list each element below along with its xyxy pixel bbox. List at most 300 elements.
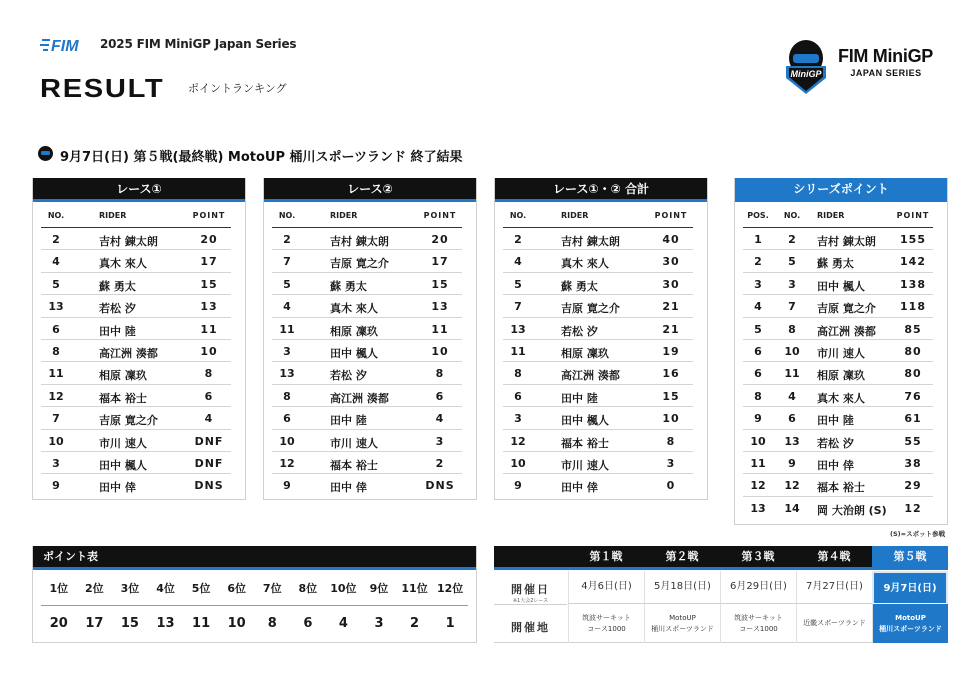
position-label: 11位: [401, 581, 428, 595]
race1-title: レース①: [33, 178, 245, 202]
rider-number: 10: [48, 434, 64, 448]
series-column-header: [743, 202, 933, 228]
round-header: 第４戦: [817, 550, 851, 563]
rider-name: 田中 楓人: [330, 346, 378, 360]
rider-name: 真木 來人: [99, 257, 147, 271]
table-row: [503, 474, 693, 496]
rider-name: 若松 汐: [561, 324, 598, 338]
rider-points: 17: [200, 255, 218, 269]
rider-name: 市川 速人: [330, 436, 378, 450]
rider-points: 76: [904, 389, 922, 403]
venue-line: 桶川スポーツランド: [879, 624, 942, 633]
race-total-table: [494, 178, 708, 500]
table-row: [41, 452, 231, 474]
race2-table: [263, 178, 477, 500]
table-row: [743, 318, 933, 340]
table-row: [503, 273, 693, 295]
table-row: [743, 250, 933, 272]
table-row: [41, 228, 231, 250]
helmet-icon: [38, 146, 53, 161]
rider-number: 10: [279, 434, 295, 448]
table-row: [272, 273, 462, 295]
col-point: POINT: [192, 211, 226, 220]
rider-name: 田中 倖: [817, 458, 854, 472]
rider-name: 福本 裕士: [561, 436, 609, 450]
rider-points: 6: [435, 389, 445, 403]
table-row: [743, 385, 933, 407]
table-row: [503, 407, 693, 429]
rider-name: 高江洲 湊都: [561, 369, 620, 383]
rider-points: 0: [666, 479, 676, 493]
minigp-brand: [780, 36, 940, 98]
rider-position: 6: [754, 344, 762, 358]
rider-name: 福本 裕士: [330, 458, 378, 472]
rider-points: 10: [662, 412, 680, 426]
rider-points: 20: [200, 233, 218, 246]
rider-number: 13: [510, 322, 526, 336]
series-points-title: シリーズポイント: [735, 178, 947, 202]
position-label: 6位: [227, 581, 246, 595]
rider-name: 田中 倖: [99, 481, 136, 495]
rider-number: 2: [788, 233, 796, 246]
table-row: [41, 430, 231, 452]
rider-points: 11: [200, 322, 218, 336]
round-date: 9月7日(日): [872, 571, 948, 604]
rider-points: 85: [904, 322, 922, 336]
table-row: [41, 407, 231, 429]
rider-name: 若松 汐: [817, 436, 854, 450]
series-name: 2025 FIM MiniGP Japan Series: [100, 37, 297, 51]
venue-line: コース1000: [739, 624, 778, 633]
table-row: [272, 385, 462, 407]
rider-name: 福本 裕士: [817, 481, 865, 495]
rider-points: 10: [431, 344, 449, 358]
table-row: [41, 273, 231, 295]
points-value: 15: [120, 615, 139, 631]
rider-points: 8: [666, 434, 676, 448]
rider-name: 相原 凜玖: [817, 369, 865, 383]
table-row: [272, 318, 462, 340]
rider-number: 8: [52, 344, 60, 358]
rider-points: 2: [435, 456, 445, 470]
rider-name: 田中 倖: [561, 481, 598, 495]
rider-points: 6: [204, 389, 214, 403]
position-label: 4位: [156, 581, 175, 595]
table-row: [272, 250, 462, 272]
venue-line: 筑波サーキット: [582, 613, 631, 622]
race1-column-header: [41, 202, 231, 228]
col-pos: POS.: [747, 211, 769, 220]
rider-points: 55: [904, 434, 922, 448]
date-label: 開催日: [511, 583, 550, 596]
table-row: [41, 340, 231, 362]
rider-points: 8: [204, 367, 214, 381]
table-row: [272, 340, 462, 362]
rider-number: 3: [788, 277, 796, 291]
table-row: [503, 362, 693, 384]
rider-points: 15: [200, 277, 218, 291]
schedule-header: [494, 546, 948, 570]
col-point: POINT: [896, 211, 930, 220]
position-label: 5位: [191, 581, 211, 595]
table-row: [503, 340, 693, 362]
rider-name: 吉原 寛之介: [99, 414, 158, 428]
round-venue: [872, 604, 948, 643]
rider-points: 3: [435, 434, 445, 448]
rider-number: 5: [788, 255, 796, 269]
rider-position: 11: [750, 456, 766, 470]
position-label: 12位: [436, 581, 464, 595]
rider-points: DNF: [194, 456, 224, 470]
rider-number: 2: [52, 233, 60, 246]
rider-number: 13: [784, 434, 800, 448]
rider-number: 13: [48, 300, 64, 314]
rider-number: 8: [283, 389, 291, 403]
col-point: POINT: [423, 211, 457, 220]
result-subtitle: ポイントランキング: [188, 82, 287, 95]
rider-name: 田中 陸: [330, 414, 367, 428]
col-rider: RIDER: [561, 211, 589, 220]
rider-position: 13: [750, 501, 766, 515]
rider-number: 4: [514, 255, 522, 269]
rider-position: 3: [754, 277, 762, 291]
rider-name: 田中 陸: [561, 391, 598, 405]
rider-name: 田中 楓人: [561, 414, 609, 428]
spot-entry-note: (S)=スポット参戦: [890, 530, 946, 538]
rider-points: 15: [431, 277, 449, 291]
rider-points: 30: [662, 277, 680, 291]
points-value: 20: [49, 615, 68, 631]
position-label: 3位: [120, 581, 140, 595]
table-row: [272, 474, 462, 496]
rider-number: 12: [48, 389, 64, 403]
table-row: [503, 430, 693, 452]
rider-points: 4: [204, 412, 214, 426]
rider-number: 9: [788, 456, 796, 470]
rider-position: 12: [750, 479, 766, 493]
date-note: ※1大会2レース: [512, 598, 549, 604]
rider-name: 田中 楓人: [817, 279, 865, 293]
table-row: [503, 385, 693, 407]
rider-name: 相原 凜玖: [99, 369, 147, 383]
rider-position: 9: [754, 412, 762, 426]
rider-number: 7: [514, 300, 522, 314]
rider-points: 13: [431, 300, 449, 314]
rider-number: 2: [283, 233, 291, 246]
rider-name: 市川 速人: [561, 458, 609, 472]
table-row: [41, 362, 231, 384]
venue-label: 開催地: [511, 621, 550, 634]
rider-name: 吉原 寛之介: [330, 257, 389, 271]
table-row: [41, 474, 231, 496]
rider-name: 高江洲 湊都: [817, 324, 876, 338]
table-row: [743, 497, 933, 519]
rider-number: 9: [283, 479, 291, 493]
table-row: [503, 318, 693, 340]
rider-number: 8: [788, 322, 796, 336]
rider-number: 12: [510, 434, 526, 448]
rider-number: 10: [784, 344, 800, 358]
rider-name: 福本 裕士: [99, 391, 147, 405]
points-table-title: ポイント表: [33, 546, 476, 570]
rider-name: 蘇 勇太: [561, 279, 598, 293]
col-rider: RIDER: [330, 211, 358, 220]
rider-number: 3: [52, 456, 60, 470]
table-row: [41, 318, 231, 340]
position-label: 2位: [85, 581, 104, 595]
rider-name: 蘇 勇太: [99, 279, 136, 293]
rider-name: 吉村 錬太朗: [817, 235, 876, 248]
points-table: [32, 546, 477, 643]
rider-points: 4: [435, 412, 445, 426]
rider-points: 12: [904, 501, 922, 515]
rider-points: 61: [904, 412, 922, 426]
round-date: 7月27日(日): [796, 571, 872, 604]
rider-name: 田中 陸: [817, 414, 854, 428]
table-row: [743, 340, 933, 362]
round-header: 第３戦: [741, 550, 775, 563]
rider-number: 14: [784, 501, 800, 515]
rider-number: 6: [514, 389, 522, 403]
points-value: 6: [303, 615, 313, 631]
rider-points: 155: [900, 233, 926, 246]
rider-number: 6: [788, 412, 796, 426]
col-rider: RIDER: [817, 211, 845, 220]
rider-position: 6: [754, 367, 762, 381]
helmet-emblem-icon: [780, 36, 832, 96]
rider-number: 6: [52, 322, 60, 336]
brand-title: FIM MiniGP: [838, 46, 933, 66]
round-venue: [644, 604, 720, 643]
rider-number: 9: [52, 479, 60, 493]
position-label: 7位: [262, 581, 282, 595]
rider-number: 5: [283, 277, 291, 291]
rider-number: 5: [52, 277, 60, 291]
points-value: 8: [267, 615, 277, 631]
table-row: [743, 295, 933, 317]
race-total-column-header: [503, 202, 693, 228]
rider-number: 7: [283, 255, 291, 269]
rider-points: 21: [662, 322, 680, 336]
rider-name: 吉村 錬太朗: [99, 235, 158, 248]
venue-line: 筑波サーキット: [734, 613, 783, 622]
rider-name: 若松 汐: [330, 369, 367, 383]
rider-points: 3: [666, 456, 676, 470]
col-no: NO.: [783, 211, 801, 220]
rider-number: 7: [52, 412, 60, 426]
rider-number: 2: [514, 233, 522, 246]
rider-name: 吉村 錬太朗: [330, 235, 389, 248]
rider-position: 8: [754, 389, 762, 403]
position-label: 10位: [330, 581, 357, 595]
rider-position: 4: [754, 300, 762, 314]
emblem-text: MiniGP: [790, 69, 822, 79]
points-positions-row: [41, 570, 468, 606]
rider-number: 4: [788, 389, 796, 403]
venue-line: 近畿スポーツランド: [803, 619, 866, 627]
table-row: [272, 362, 462, 384]
rider-name: 真木 來人: [330, 302, 378, 316]
table-row: [41, 385, 231, 407]
schedule-table: [494, 546, 948, 643]
round-header: 第２戦: [665, 550, 699, 563]
points-value: 1: [445, 615, 455, 631]
rider-points: 15: [662, 389, 680, 403]
rider-points: 138: [900, 277, 926, 291]
rider-points: 20: [431, 233, 449, 246]
rider-number: 10: [510, 456, 526, 470]
col-point: POINT: [654, 211, 688, 220]
col-no: NO.: [47, 211, 65, 220]
rider-position: 1: [754, 233, 762, 246]
rider-name: 相原 凜玖: [330, 324, 378, 338]
rider-number: 11: [279, 322, 295, 336]
table-row: [743, 273, 933, 295]
rider-number: 11: [510, 344, 526, 358]
points-value: 3: [374, 615, 384, 631]
rider-name: 蘇 勇太: [817, 257, 854, 271]
rider-position: 5: [754, 322, 762, 336]
rider-number: 6: [283, 412, 291, 426]
table-row: [743, 362, 933, 384]
round-venue: [568, 604, 644, 643]
rider-points: 80: [904, 367, 922, 381]
rider-name: 田中 楓人: [99, 458, 147, 472]
rider-points: 16: [662, 367, 680, 381]
rider-points: 17: [431, 255, 449, 269]
rider-name: 市川 速人: [99, 436, 147, 450]
round-date: 6月29日(日): [720, 571, 796, 604]
points-value: 2: [410, 615, 420, 631]
points-value: 13: [156, 615, 175, 631]
round-venue: [720, 604, 796, 643]
table-row: [743, 228, 933, 250]
rider-points: 19: [662, 344, 680, 358]
rider-points: 21: [662, 300, 680, 314]
rider-number: 12: [784, 479, 800, 493]
rider-name: 岡 大治朗 (S): [817, 503, 887, 517]
table-row: [41, 250, 231, 272]
race2-column-header: [272, 202, 462, 228]
table-row: [743, 474, 933, 496]
table-row: [272, 430, 462, 452]
round-date: 5月18日(日): [644, 571, 720, 604]
rider-name: 高江洲 湊都: [99, 346, 158, 360]
rider-name: 田中 陸: [99, 324, 136, 338]
series-points-table: [734, 178, 948, 525]
rider-points: 142: [900, 255, 926, 269]
rider-number: 12: [279, 456, 295, 470]
rider-points: 40: [662, 233, 680, 246]
venue-line: MotoUP: [895, 613, 926, 622]
rider-number: 9: [514, 479, 522, 493]
rider-points: 29: [904, 479, 922, 493]
race1-table: [32, 178, 246, 500]
col-no: NO.: [509, 211, 527, 220]
round-venue: [796, 604, 872, 643]
table-row: [503, 295, 693, 317]
position-label: 1位: [49, 581, 69, 595]
rider-position: 10: [750, 434, 766, 448]
table-row: [272, 452, 462, 474]
rider-number: 7: [788, 300, 796, 314]
position-label: 9位: [369, 581, 389, 595]
rider-points: 11: [431, 322, 449, 336]
round-header: 第１戦: [589, 550, 623, 563]
rider-number: 11: [48, 367, 64, 381]
round-header: 第５戦: [872, 546, 948, 568]
table-row: [743, 452, 933, 474]
rider-number: 3: [283, 344, 291, 358]
fim-logo-text: FIM: [51, 38, 79, 54]
venue-line: MotoUP: [669, 613, 696, 622]
race-total-title: レース①・② 合計: [495, 178, 707, 202]
table-row: [272, 228, 462, 250]
rider-points: DNF: [194, 434, 224, 448]
round-date: 4月6日(日): [568, 571, 644, 604]
fim-logo-icon: [40, 36, 88, 54]
table-row: [743, 407, 933, 429]
rider-name: 吉原 寛之介: [817, 302, 876, 316]
venue-line: コース1000: [587, 624, 626, 633]
rider-number: 8: [514, 367, 522, 381]
rider-name: 吉村 錬太朗: [561, 235, 620, 248]
table-row: [272, 407, 462, 429]
rider-points: 13: [200, 300, 218, 314]
points-value: 10: [227, 615, 246, 631]
event-title: 9月7日(日) 第５戦(最終戦) MotoUP 桶川スポーツランド 終了結果: [60, 150, 463, 165]
points-value: 17: [85, 615, 104, 631]
result-title: RESULT: [40, 73, 165, 103]
rider-number: 3: [514, 412, 522, 426]
rider-points: DNS: [194, 479, 224, 493]
venue-line: 桶川スポーツランド: [651, 624, 714, 633]
brand-subtitle: JAPAN SERIES: [850, 68, 922, 78]
rider-number: 4: [283, 300, 291, 314]
table-row: [503, 250, 693, 272]
rider-points: 80: [904, 344, 922, 358]
rider-points: 118: [900, 300, 926, 314]
col-no: NO.: [278, 211, 296, 220]
rider-name: 真木 來人: [561, 257, 609, 271]
rider-number: 5: [514, 277, 522, 291]
rider-name: 市川 速人: [817, 346, 865, 360]
rider-name: 田中 倖: [330, 481, 367, 495]
table-row: [503, 452, 693, 474]
table-row: [503, 228, 693, 250]
col-rider: RIDER: [99, 211, 127, 220]
race2-title: レース②: [264, 178, 476, 202]
table-row: [41, 295, 231, 317]
rider-name: 相原 凜玖: [561, 346, 609, 360]
rider-points: 38: [904, 456, 922, 470]
rider-points: 8: [435, 367, 445, 381]
rider-name: 真木 來人: [817, 391, 865, 405]
points-value: 11: [192, 615, 211, 631]
rider-name: 若松 汐: [99, 302, 136, 316]
rider-points: 30: [662, 255, 680, 269]
rider-number: 13: [279, 367, 295, 381]
rider-name: 吉原 寛之介: [561, 302, 620, 316]
position-label: 8位: [298, 581, 318, 595]
points-values-row: [41, 606, 468, 640]
table-row: [272, 295, 462, 317]
rider-points: 10: [200, 344, 218, 358]
rider-number: 11: [784, 367, 800, 381]
rider-number: 4: [52, 255, 60, 269]
rider-name: 蘇 勇太: [330, 279, 367, 293]
table-row: [743, 430, 933, 452]
